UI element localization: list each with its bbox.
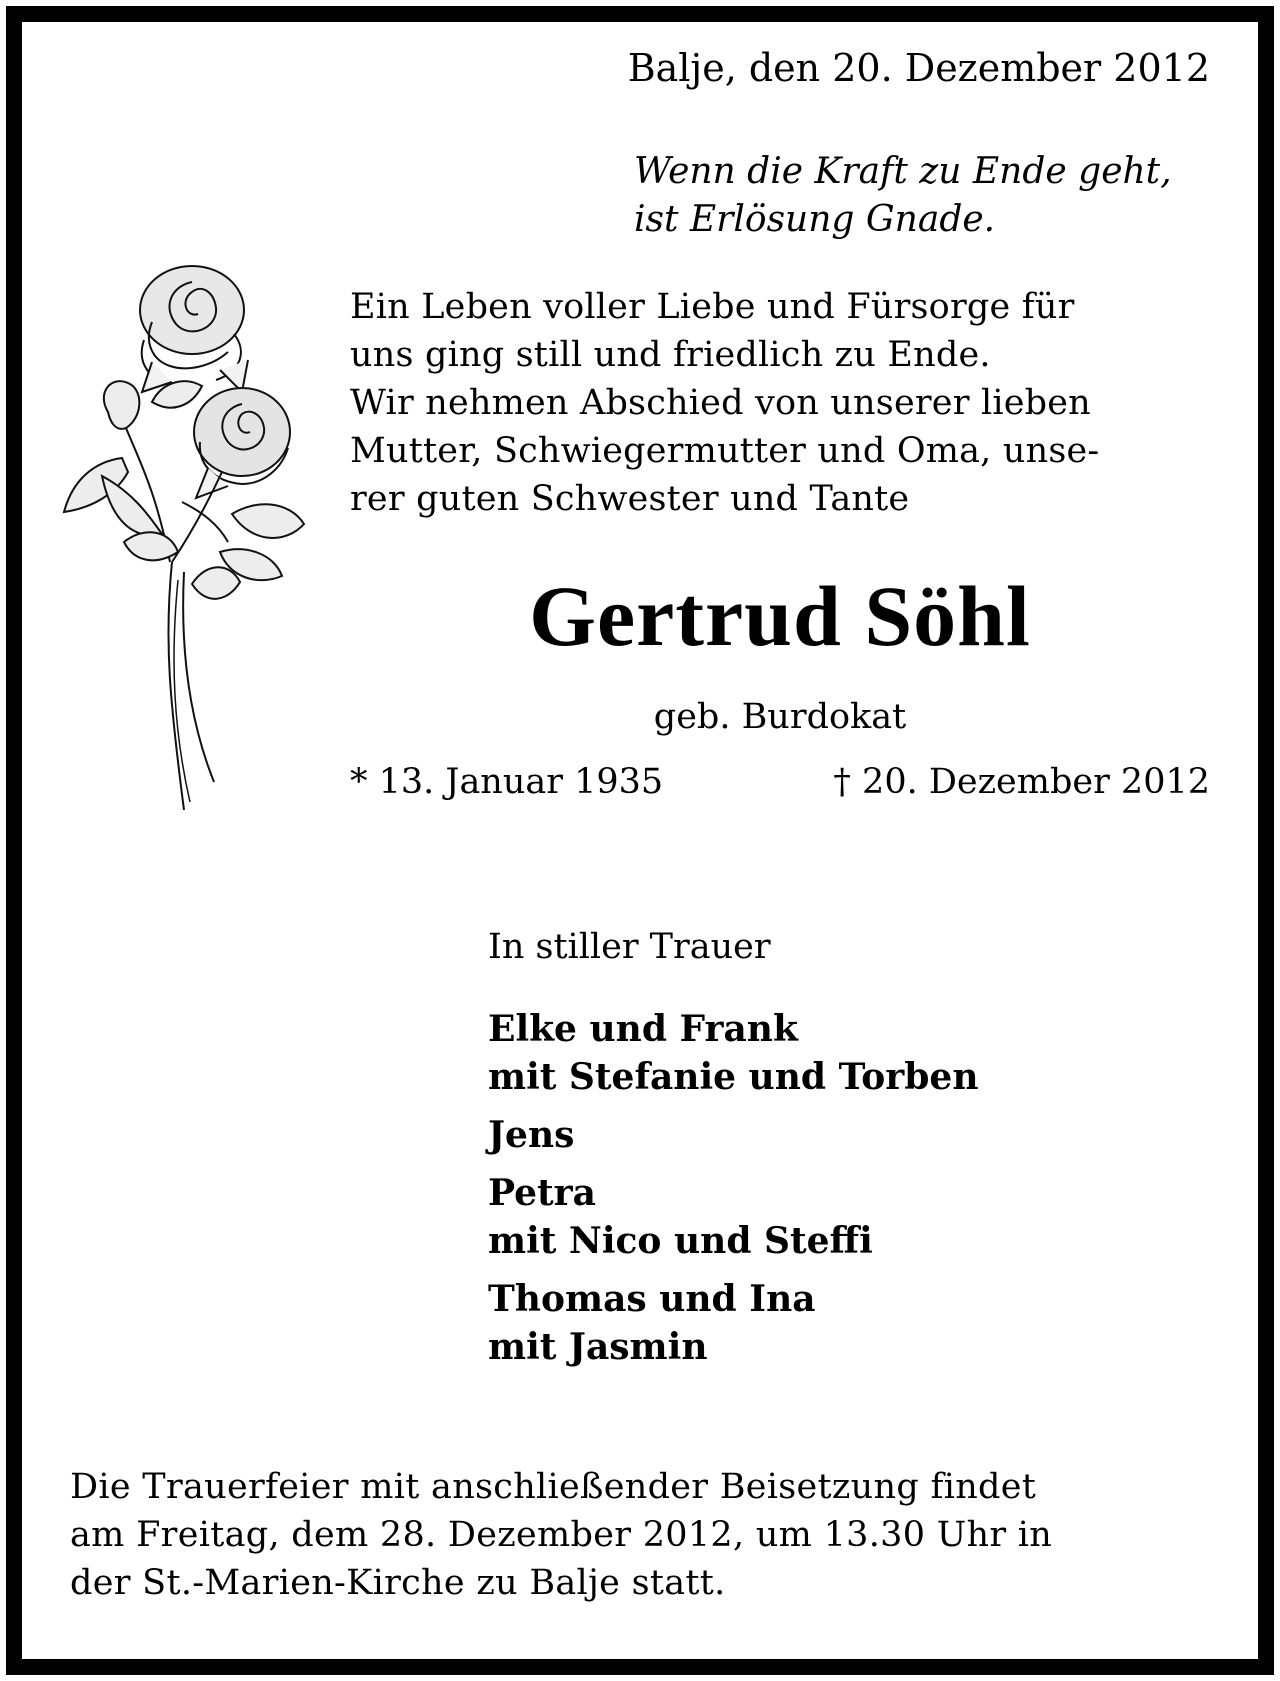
family-line: Thomas und Ina xyxy=(488,1278,816,1320)
funeral-line: der St.-Marien-Kirche zu Balje statt. xyxy=(70,1563,726,1603)
place-date: Balje, den 20. Dezember 2012 xyxy=(627,46,1210,90)
family-line: mit Stefanie und Torben xyxy=(488,1056,979,1098)
funeral-line: Die Trauerfeier mit anschließender Beisetzung findet xyxy=(70,1467,1037,1507)
intro-line: Wir nehmen Abschied von unserer lieben xyxy=(350,383,1091,423)
intro-line: Mutter, Schwiegermutter und Oma, unse- xyxy=(350,431,1100,471)
family-list xyxy=(488,1005,979,1381)
family-line: Petra xyxy=(488,1172,596,1214)
funeral-line: am Freitag, dem 28. Dezember 2012, um 13.30 Uhr in xyxy=(70,1515,1053,1555)
mourning-label: In stiller Trauer xyxy=(488,927,771,967)
family-group xyxy=(488,1005,979,1101)
quote-line: Wenn die Kraft zu Ende geht, xyxy=(634,151,1172,192)
family-line: mit Jasmin xyxy=(488,1326,708,1368)
obituary-notice xyxy=(6,6,1274,1675)
family-group xyxy=(488,1275,979,1371)
memorial-quote xyxy=(634,148,1172,244)
death-date: † 20. Dezember 2012 xyxy=(833,762,1210,802)
intro-line: rer guten Schwester und Tante xyxy=(350,479,910,519)
funeral-info xyxy=(70,1463,1052,1607)
family-group xyxy=(488,1111,979,1159)
intro-line: uns ging still und friedlich zu Ende. xyxy=(350,335,991,375)
family-line: Jens xyxy=(488,1114,575,1156)
intro-line: Ein Leben voller Liebe und Fürsorge für xyxy=(350,287,1075,327)
family-line: mit Nico und Steffi xyxy=(488,1220,873,1262)
birth-date: * 13. Januar 1935 xyxy=(350,762,664,802)
family-line: Elke und Frank xyxy=(488,1008,798,1050)
intro-text xyxy=(350,283,1099,523)
maiden-name: geb. Burdokat xyxy=(653,697,907,737)
quote-line: ist Erlösung Gnade. xyxy=(634,199,996,240)
deceased-name: Gertrud Söhl xyxy=(529,568,1031,664)
rose-icon xyxy=(52,262,308,810)
family-group xyxy=(488,1169,979,1265)
